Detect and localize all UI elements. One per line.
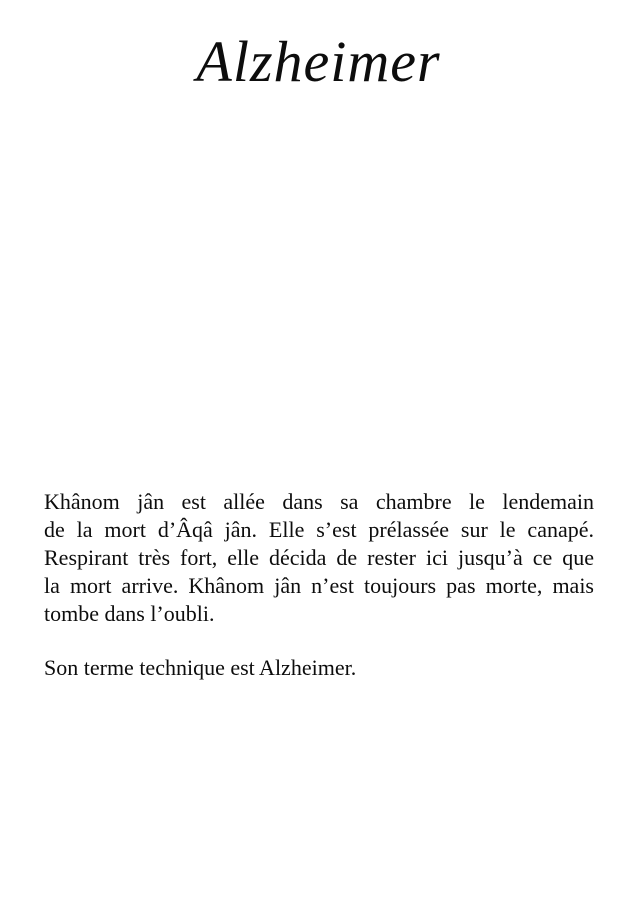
paragraph-line: la mort arrive. Khânom jân n’est toujours pas morte, mais (44, 573, 594, 598)
body-text (44, 488, 594, 682)
paragraph-one (44, 488, 594, 628)
paragraph-line: de la mort d’Âqâ jân. Elle s’est prélassée sur le canapé. (44, 517, 594, 542)
paragraph-line: Respirant très fort, elle décida de rester ici jusqu’à ce que (44, 545, 594, 570)
paragraph-line: Khânom jân est allée dans sa chambre le lendemain (44, 489, 594, 514)
paragraph-two: Son terme technique est Alzheimer. (44, 655, 357, 680)
paragraph-line: tombe dans l’oubli. (44, 601, 215, 626)
page-title: Alzheimer (196, 29, 441, 94)
